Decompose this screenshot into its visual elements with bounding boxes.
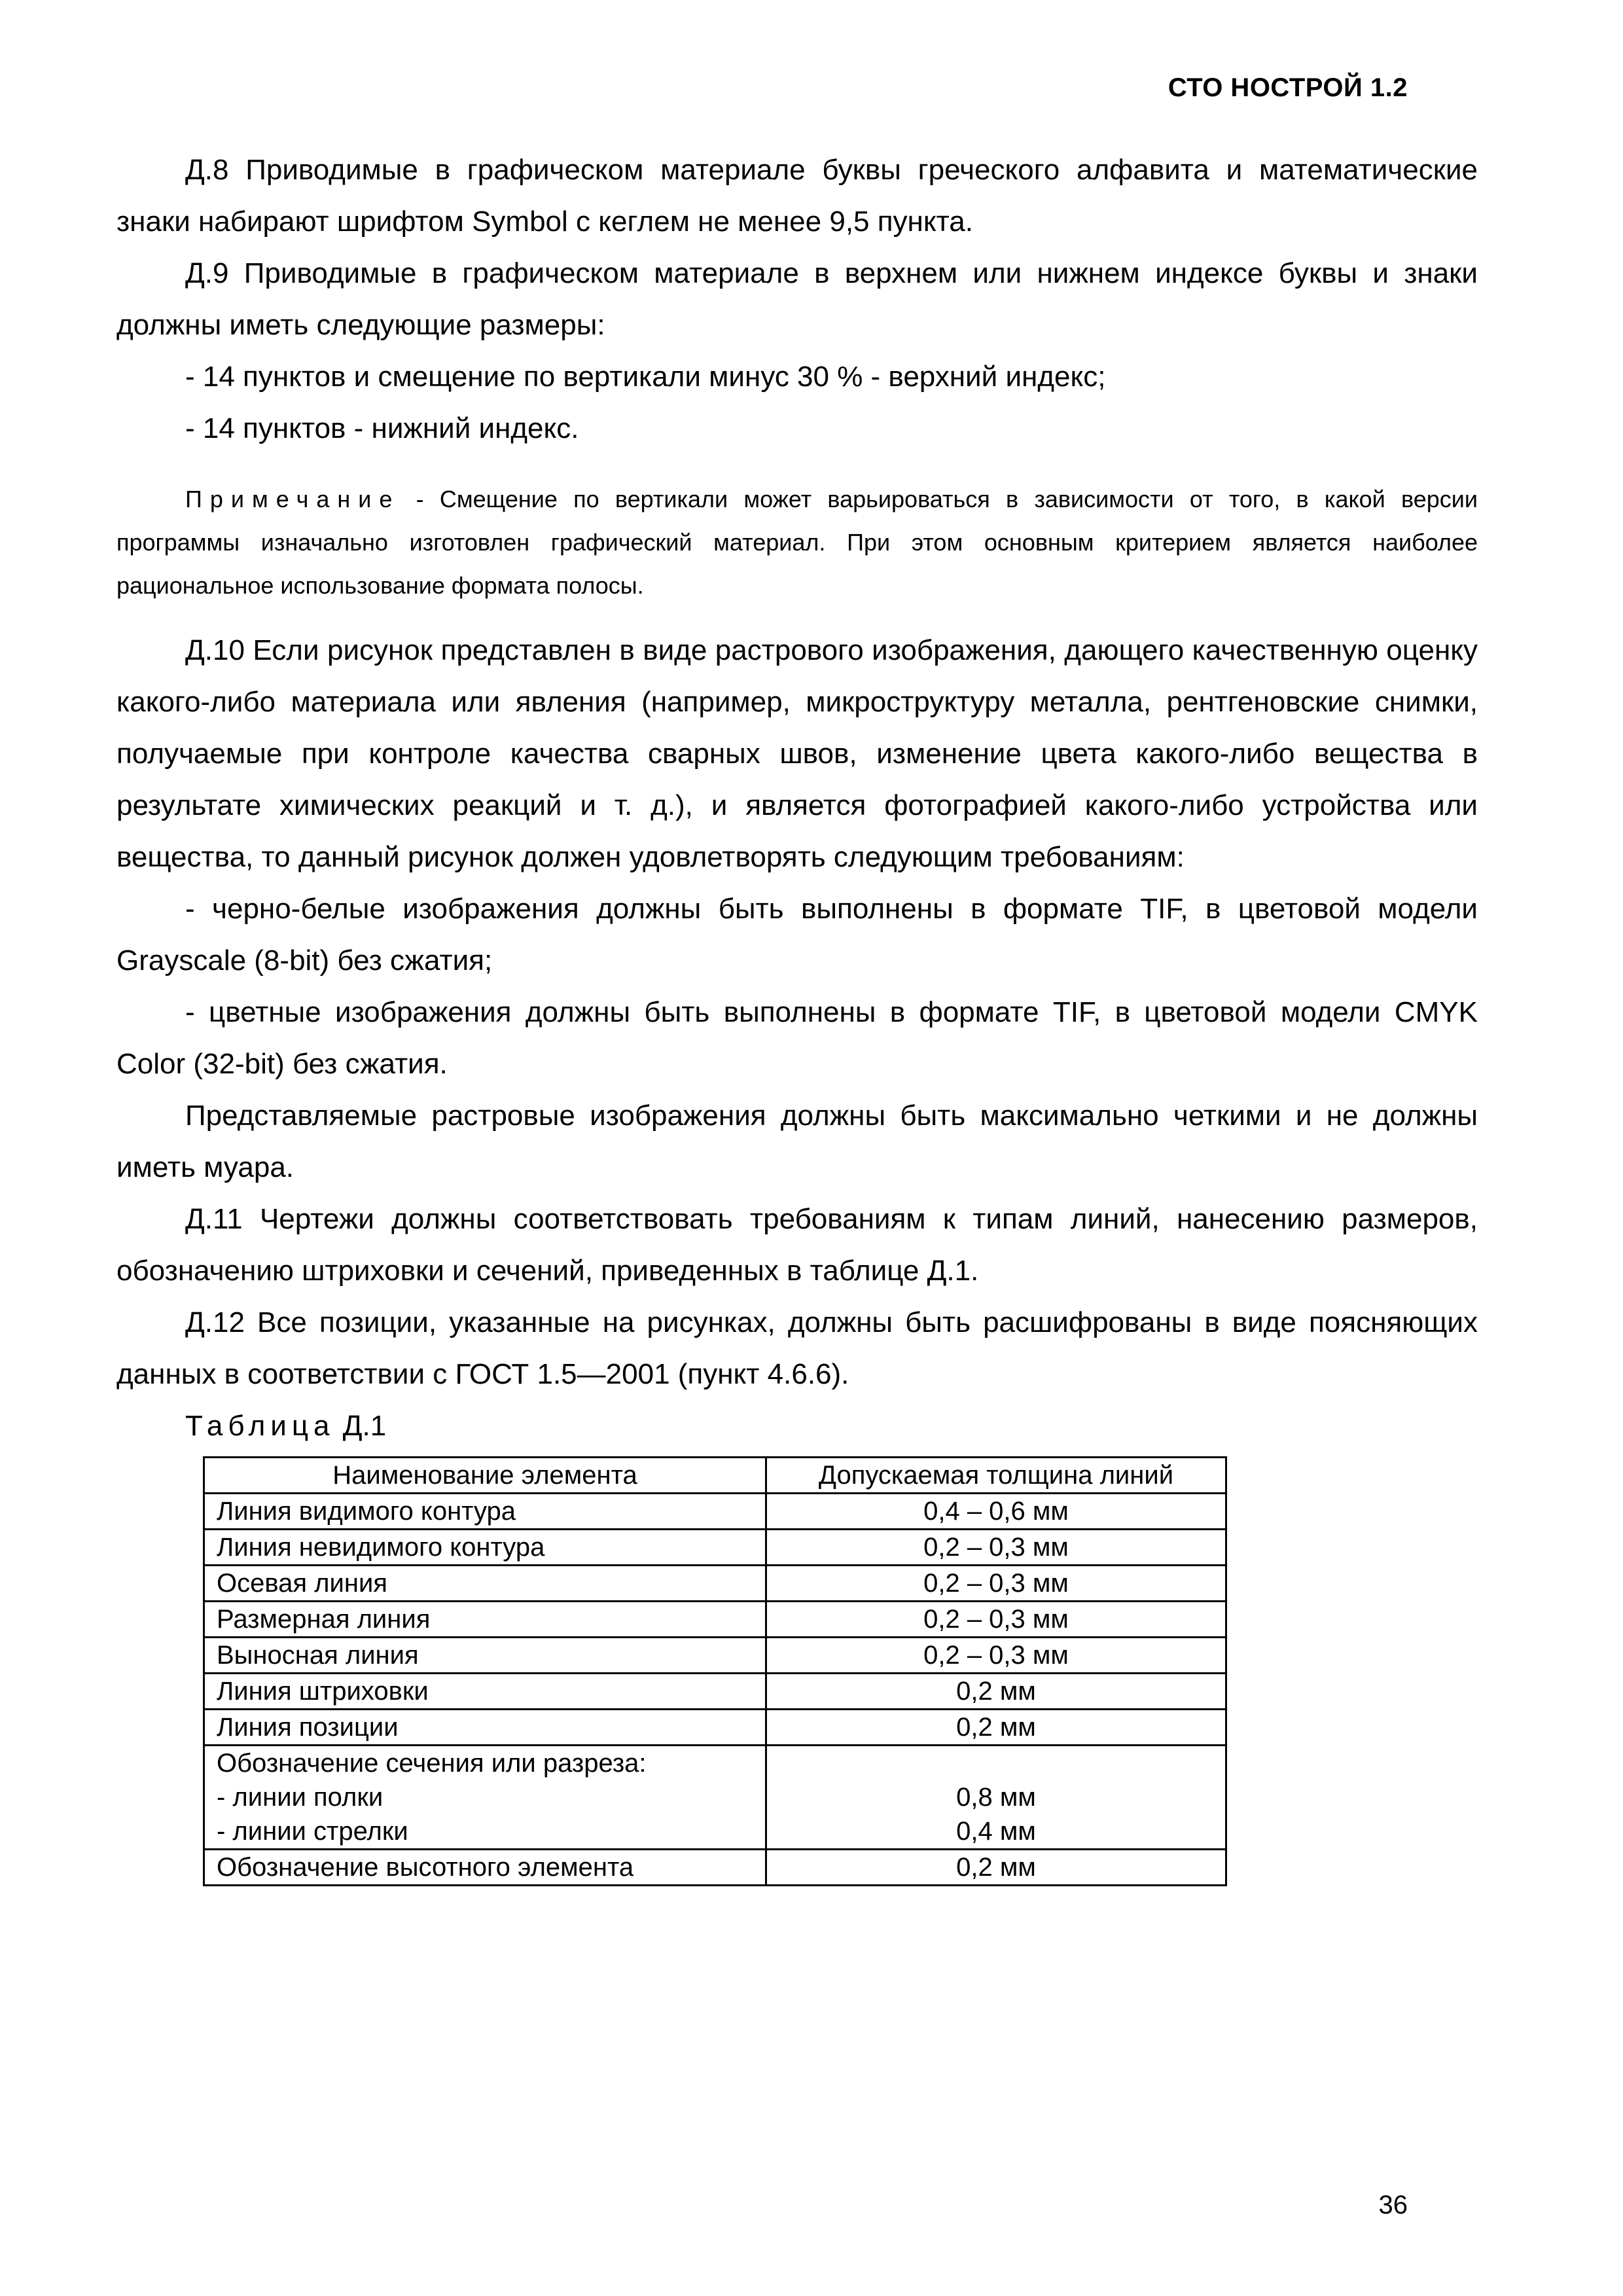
table-row-section (204, 1746, 1226, 1850)
section-value-arrow: 0,4 мм (956, 1817, 1036, 1846)
list-item-superscript: - 14 пунктов и смещение по вертикали минус 30 % - верхний индекс; (185, 361, 1106, 393)
table-cell-name: Линия невидимого контура (204, 1530, 766, 1566)
table-row (204, 1638, 1226, 1674)
table-row (204, 1710, 1226, 1746)
table-title (116, 1400, 1478, 1456)
table-cell-value: 0,2 – 0,3 мм (766, 1602, 1226, 1638)
table-cell-name: Линия видимого контура (204, 1494, 766, 1530)
table-cell-value: 0,2 мм (766, 1710, 1226, 1746)
table-row (204, 1602, 1226, 1638)
table-row (204, 1850, 1226, 1886)
table-cell-name: Линия позиции (204, 1710, 766, 1746)
paragraph-d10: Д.10 Если рисунок представлен в виде растрового изображения, дающего качественную оценку какого-либо материала или явления (например, микроструктуру металла, рентгеновские снимки, получаемые при контроле качества сварных швов, изменение цвета какого-либо вещества в результате химических реакций и т. д.), и является фотографией какого-либо устройства или вещества, то данный рисунок должен удовлетворять следующим требованиям: (116, 634, 1478, 873)
table-cell-name: Обозначение высотного элемента (204, 1850, 766, 1886)
table-row (204, 1530, 1226, 1566)
table-cell-value: 0,2 – 0,3 мм (766, 1638, 1226, 1674)
paragraph-d12: Д.12 Все позиции, указанные на рисунках, должны быть расшифрованы в виде поясняющих данных в соответствии с ГОСТ 1.5—2001 (пункт 4.6.6). (116, 1306, 1478, 1390)
paragraph-d9: Д.9 Приводимые в графическом материале в верхнем или нижнем индексе буквы и знаки должны иметь следующие размеры: (116, 257, 1478, 341)
table-cell-value: 0,2 мм (766, 1850, 1226, 1886)
table-cell-value: 0,2 – 0,3 мм (766, 1566, 1226, 1602)
list-item-cmyk: - цветные изображения должны быть выполнены в формате TIF, в цветовой модели CMYK Color (32-bit) без сжатия. (116, 996, 1478, 1080)
table-cell-name: Выносная линия (204, 1638, 766, 1674)
table-cell-name (204, 1746, 766, 1850)
table-row (204, 1674, 1226, 1710)
table-cell-name: Линия штриховки (204, 1674, 766, 1710)
table-cell-name: Осевая линия (204, 1566, 766, 1602)
document-body (116, 144, 1478, 1886)
section-value-shelf: 0,8 мм (956, 1783, 1036, 1812)
table-cell-value: 0,2 мм (766, 1674, 1226, 1710)
section-line-shelf: - линии полки (217, 1783, 383, 1812)
table-title-number: Д.1 (334, 1410, 387, 1442)
page-number: 36 (1378, 2191, 1408, 2219)
table-header-thickness: Допускаемая толщина линий (766, 1458, 1226, 1494)
table-row (204, 1566, 1226, 1602)
table-header-row (204, 1458, 1226, 1494)
table-cell-value (766, 1746, 1226, 1850)
section-value-empty (779, 1746, 1213, 1780)
paragraph-d11: Д.11 Чертежи должны соответствовать требованиям к типам линий, нанесению размеров, обозначению штриховки и сечений, приведенных в таблице Д.1. (116, 1203, 1478, 1287)
document-code-header: СТО НОСТРОЙ 1.2 (1168, 73, 1408, 102)
table-cell-name: Размерная линия (204, 1602, 766, 1638)
table-cell-value: 0,2 – 0,3 мм (766, 1530, 1226, 1566)
note-label: Примечание (185, 486, 401, 512)
table-header-element: Наименование элемента (204, 1458, 766, 1494)
section-line-heading: Обозначение сечения или разреза: (217, 1749, 647, 1778)
table-row (204, 1494, 1226, 1530)
paragraph-d8: Д.8 Приводимые в графическом материале буквы греческого алфавита и математические знаки набирают шрифтом Symbol с кеглем не менее 9,5 пункта. (116, 154, 1478, 238)
list-item-grayscale: - черно-белые изображения должны быть выполнены в формате TIF, в цветовой модели Grayscale (8-bit) без сжатия; (116, 893, 1478, 977)
table-title-word: Таблица (185, 1410, 335, 1442)
note-text: - Смещение по вертикали может варьироваться в зависимости от того, в какой версии программы изначально изготовлен графический материал. При этом основным критерием является наиболее рациональное использование формата полосы. (116, 486, 1478, 599)
table-cell-value: 0,4 – 0,6 мм (766, 1494, 1226, 1530)
line-thickness-table (203, 1456, 1227, 1886)
section-line-arrow: - линии стрелки (217, 1817, 408, 1846)
note-block (116, 478, 1478, 607)
list-item-subscript: - 14 пунктов - нижний индекс. (185, 412, 579, 444)
paragraph-raster-quality: Представляемые растровые изображения должны быть максимально четкими и не должны иметь муара. (116, 1100, 1478, 1183)
